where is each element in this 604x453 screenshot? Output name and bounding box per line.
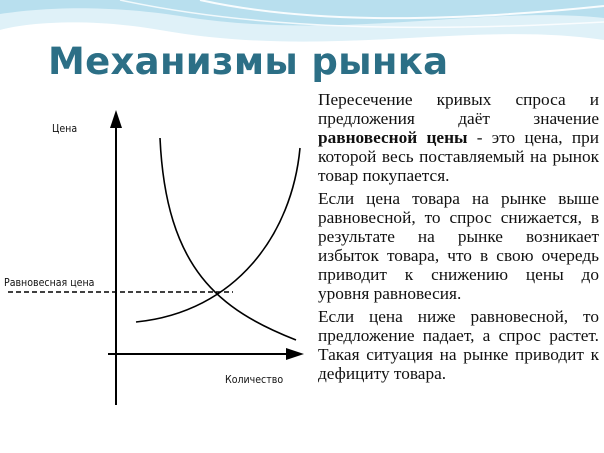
para-2-text: Если цена товара на рынке выше равновесной, то спрос снижается, в результате на рынке возникает избыток товара, что в свою очередь приводит к снижению цены до уровня равновесия. (318, 189, 599, 303)
equilibrium-label: Равновесная цена (4, 277, 95, 289)
para-1-tail: - это цена, при которой весь поставляемый на рынок товар покупается. (318, 128, 599, 185)
paragraph-shortage (318, 307, 599, 383)
paragraph-equilibrium (318, 90, 599, 185)
slide-title: Механизмы рынка (48, 40, 449, 83)
para-3-text: Если цена ниже равновесной, то предложение падает, а спрос растет. Такая ситуация на рынке приводит к дефициту товара. (318, 307, 599, 383)
equilibrium-term: равновесной цены (318, 128, 468, 147)
x-axis-label: Количество (225, 374, 284, 386)
demand-curve (160, 138, 296, 340)
y-axis (110, 110, 122, 405)
y-axis-label: Цена (52, 123, 78, 135)
supply-demand-graph (0, 100, 318, 410)
x-axis (108, 348, 304, 360)
paragraph-surplus (318, 189, 599, 303)
para-1-text: Пересечение кривых спроса и предложения даёт значение (318, 90, 599, 128)
explanation-text (318, 90, 599, 387)
